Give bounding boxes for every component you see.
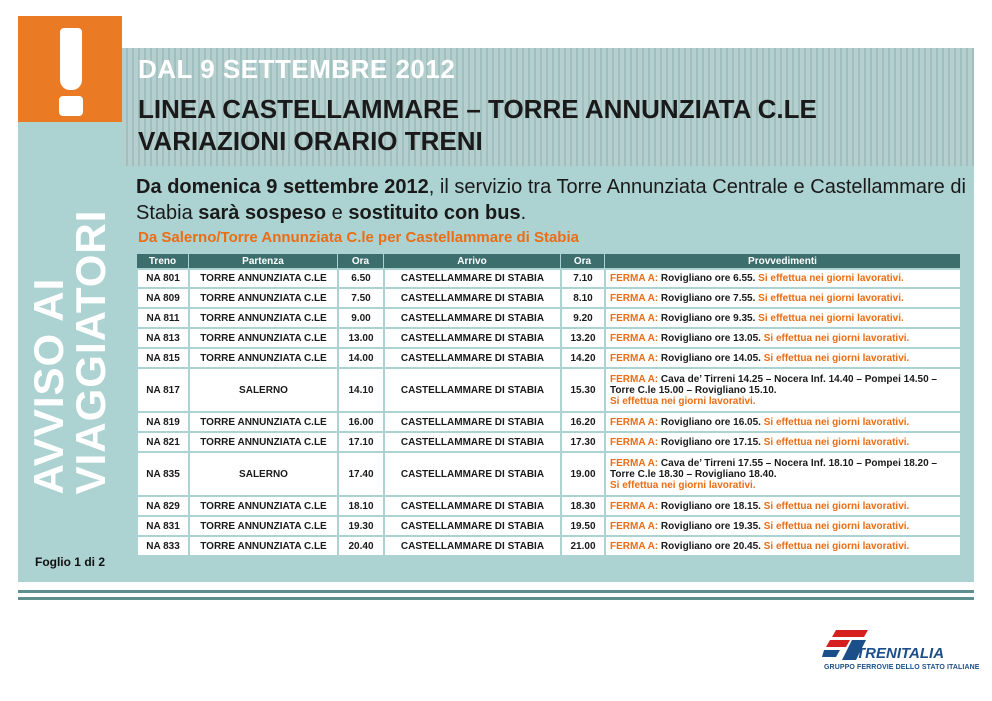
cell-arrivo: CASTELLAMMARE DI STABIA [383, 268, 560, 287]
table-row [136, 327, 960, 347]
cell-provvedimenti [604, 431, 960, 451]
warning-badge [18, 16, 122, 122]
cell-provvedimenti [604, 327, 960, 347]
logo-subtitle: GRUPPO FERROVIE DELLO STATO ITALIANE [824, 664, 980, 671]
cell-ora-partenza: 17.10 [337, 431, 383, 451]
cell-arrivo: CASTELLAMMARE DI STABIA [383, 327, 560, 347]
table-row [136, 268, 960, 287]
provvedimento-label: FERMA A: [610, 292, 659, 304]
provvedimento-label: FERMA A: [610, 436, 659, 448]
provvedimento-stops: Rovigliano ore 7.55. [658, 292, 756, 304]
col-header-arrivo: Arrivo [383, 254, 560, 268]
provvedimento-label: FERMA A: [610, 457, 659, 469]
cell-treno: NA 831 [136, 515, 188, 535]
provvedimento-stops: Cava de’ Tirreni 17.55 – Nocera Inf. 18.10 – Pompei 18.20 – Torre C.le 18.30 – Rovigliano 18.40. [610, 457, 937, 480]
provvedimento-stops: Cava de’ Tirreni 14.25 – Nocera Inf. 14.40 – Pompei 14.50 – Torre C.le 15.00 – Rovigliano 15.10. [610, 373, 937, 396]
vertical-title-line2: VIAGGIATORI [67, 209, 114, 495]
cell-arrivo: CASTELLAMMARE DI STABIA [383, 515, 560, 535]
cell-treno: NA 829 [136, 495, 188, 515]
col-header-ora-arrivo: Ora [560, 254, 604, 268]
provvedimento-note: Si effettua nei giorni lavorativi. [760, 500, 910, 512]
cell-partenza: TORRE ANNUNZIATA C.LE [188, 411, 337, 431]
table-row [136, 495, 960, 515]
cell-treno: NA 815 [136, 347, 188, 367]
cell-ora-arrivo: 19.00 [560, 451, 604, 495]
cell-ora-arrivo: 13.20 [560, 327, 604, 347]
cell-ora-arrivo: 14.20 [560, 347, 604, 367]
table-row [136, 287, 960, 307]
cell-arrivo: CASTELLAMMARE DI STABIA [383, 451, 560, 495]
cell-arrivo: CASTELLAMMARE DI STABIA [383, 495, 560, 515]
cell-ora-partenza: 6.50 [337, 268, 383, 287]
cell-ora-partenza: 9.00 [337, 307, 383, 327]
provvedimento-stops: Rovigliano ore 16.05. [658, 416, 761, 428]
cell-ora-partenza: 14.10 [337, 367, 383, 411]
provvedimento-stops: Rovigliano ore 6.55. [658, 273, 756, 284]
cell-partenza: TORRE ANNUNZIATA C.LE [188, 431, 337, 451]
cell-partenza: TORRE ANNUNZIATA C.LE [188, 515, 337, 535]
provvedimento-label: FERMA A: [610, 500, 659, 512]
provvedimento-note: Si effettua nei giorni lavorativi. [760, 332, 910, 344]
cell-partenza: SALERNO [188, 451, 337, 495]
cell-treno: NA 817 [136, 367, 188, 411]
cell-partenza: SALERNO [188, 367, 337, 411]
col-header-treno: Treno [136, 254, 188, 268]
cell-provvedimenti [604, 347, 960, 367]
vertical-title-line1: AVVISO AI [25, 277, 72, 495]
table-row [136, 535, 960, 555]
table-header-row [136, 254, 960, 268]
provvedimento-note: Si effettua nei giorni lavorativi. [760, 352, 910, 364]
col-header-ora: Ora [337, 254, 383, 268]
provvedimento-stops: Rovigliano ore 17.15. [658, 436, 761, 448]
provvedimento-note: Si effettua nei giorni lavorativi. [610, 479, 756, 491]
provvedimento-label: FERMA A: [610, 416, 659, 428]
cell-treno: NA 809 [136, 287, 188, 307]
cell-arrivo: CASTELLAMMARE DI STABIA [383, 535, 560, 555]
section-title: Da Salerno/Torre Annunziata C.le per Castellammare di Stabia [138, 229, 579, 246]
cell-arrivo: CASTELLAMMARE DI STABIA [383, 367, 560, 411]
cell-ora-arrivo: 21.00 [560, 535, 604, 555]
cell-ora-arrivo: 9.20 [560, 307, 604, 327]
cell-treno: NA 833 [136, 535, 188, 555]
exclamation-dot-icon [59, 96, 83, 116]
cell-ora-arrivo: 16.20 [560, 411, 604, 431]
cell-partenza: TORRE ANNUNZIATA C.LE [188, 327, 337, 347]
provvedimento-note: Si effettua nei giorni lavorativi. [760, 520, 910, 532]
cell-treno: NA 821 [136, 431, 188, 451]
timetable [136, 254, 960, 555]
provvedimento-label: FERMA A: [610, 373, 659, 385]
cell-partenza: TORRE ANNUNZIATA C.LE [188, 287, 337, 307]
provvedimento-stops: Rovigliano ore 20.45. [658, 540, 761, 552]
table-row [136, 367, 960, 411]
cell-provvedimenti [604, 367, 960, 411]
cell-provvedimenti [604, 287, 960, 307]
cell-provvedimenti [604, 307, 960, 327]
table-row [136, 515, 960, 535]
footer-rule-top [18, 590, 974, 593]
cell-treno: NA 801 [136, 268, 188, 287]
cell-ora-partenza: 14.00 [337, 347, 383, 367]
footer-rule-bottom [18, 597, 974, 600]
cell-ora-arrivo: 19.50 [560, 515, 604, 535]
provvedimento-stops: Rovigliano ore 14.05. [658, 352, 761, 364]
cell-partenza: TORRE ANNUNZIATA C.LE [188, 495, 337, 515]
intro-bus: sostituito con bus [348, 202, 521, 224]
provvedimento-note: Si effettua nei giorni lavorativi. [610, 395, 756, 407]
page-title-line1: LINEA CASTELLAMMARE – TORRE ANNUNZIATA C.LE [138, 94, 817, 124]
cell-ora-partenza: 13.00 [337, 327, 383, 347]
cell-provvedimenti [604, 268, 960, 287]
table-row [136, 307, 960, 327]
table-row [136, 431, 960, 451]
cell-provvedimenti [604, 495, 960, 515]
intro-date: Da domenica 9 settembre 2012 [136, 176, 429, 198]
cell-treno: NA 835 [136, 451, 188, 495]
cell-provvedimenti [604, 535, 960, 555]
cell-partenza: TORRE ANNUNZIATA C.LE [188, 268, 337, 287]
cell-ora-partenza: 17.40 [337, 451, 383, 495]
cell-provvedimenti [604, 515, 960, 535]
provvedimento-note: Si effettua nei giorni lavorativi. [755, 292, 904, 304]
cell-arrivo: CASTELLAMMARE DI STABIA [383, 411, 560, 431]
provvedimento-label: FERMA A: [610, 520, 659, 532]
provvedimento-label: FERMA A: [610, 312, 659, 324]
provvedimento-stops: Rovigliano ore 18.15. [658, 500, 761, 512]
cell-ora-arrivo: 18.30 [560, 495, 604, 515]
provvedimento-label: FERMA A: [610, 332, 659, 344]
cell-arrivo: CASTELLAMMARE DI STABIA [383, 347, 560, 367]
cell-partenza: TORRE ANNUNZIATA C.LE [188, 307, 337, 327]
cell-ora-partenza: 16.00 [337, 411, 383, 431]
page-title-line2: VARIAZIONI ORARIO TRENI [138, 126, 483, 156]
provvedimento-stops: Rovigliano ore 19.35. [658, 520, 761, 532]
intro-conj: e [326, 202, 349, 224]
cell-provvedimenti [604, 411, 960, 431]
table-row [136, 411, 960, 431]
intro-text: , il servizio tra Torre Annunziata Centrale e Castellammare di Stabia [136, 176, 966, 224]
col-header-partenza: Partenza [188, 254, 337, 268]
provvedimento-note: Si effettua nei giorni lavorativi. [760, 436, 910, 448]
cell-ora-partenza: 20.40 [337, 535, 383, 555]
provvedimento-note: Si effettua nei giorni lavorativi. [760, 540, 910, 552]
cell-ora-arrivo: 8.10 [560, 287, 604, 307]
cell-ora-partenza: 7.50 [337, 287, 383, 307]
provvedimento-note: Si effettua nei giorni lavorativi. [755, 273, 904, 284]
table-row [136, 451, 960, 495]
cell-provvedimenti [604, 451, 960, 495]
cell-arrivo: CASTELLAMMARE DI STABIA [383, 307, 560, 327]
cell-arrivo: CASTELLAMMARE DI STABIA [383, 431, 560, 451]
provvedimento-note: Si effettua nei giorni lavorativi. [755, 312, 904, 324]
provvedimento-label: FERMA A: [610, 540, 659, 552]
intro-suspended: sarà sospeso [198, 202, 327, 224]
exclamation-icon [60, 28, 82, 90]
cell-ora-partenza: 18.10 [337, 495, 383, 515]
col-header-provvedimenti: Provvedimenti [604, 254, 960, 268]
cell-ora-arrivo: 17.30 [560, 431, 604, 451]
table-row [136, 347, 960, 367]
cell-ora-arrivo: 15.30 [560, 367, 604, 411]
vertical-notice-title [18, 175, 122, 530]
cell-arrivo: CASTELLAMMARE DI STABIA [383, 287, 560, 307]
provvedimento-stops: Rovigliano ore 9.35. [658, 312, 756, 324]
page-label: Foglio 1 di 2 [34, 555, 105, 569]
cell-partenza: TORRE ANNUNZIATA C.LE [188, 347, 337, 367]
cell-ora-partenza: 19.30 [337, 515, 383, 535]
intro-end: . [520, 202, 527, 224]
cell-treno: NA 813 [136, 327, 188, 347]
date-heading: DAL 9 SETTEMBRE 2012 [138, 54, 456, 84]
provvedimento-stops: Rovigliano ore 13.05. [658, 332, 761, 344]
cell-treno: NA 811 [136, 307, 188, 327]
provvedimento-label: FERMA A: [610, 273, 659, 284]
cell-treno: NA 819 [136, 411, 188, 431]
intro-paragraph [136, 174, 966, 226]
provvedimento-note: Si effettua nei giorni lavorativi. [760, 416, 910, 428]
logo-wordmark: TRENITALIA [856, 645, 945, 662]
provvedimento-label: FERMA A: [610, 352, 659, 364]
cell-ora-arrivo: 7.10 [560, 268, 604, 287]
cell-partenza: TORRE ANNUNZIATA C.LE [188, 535, 337, 555]
